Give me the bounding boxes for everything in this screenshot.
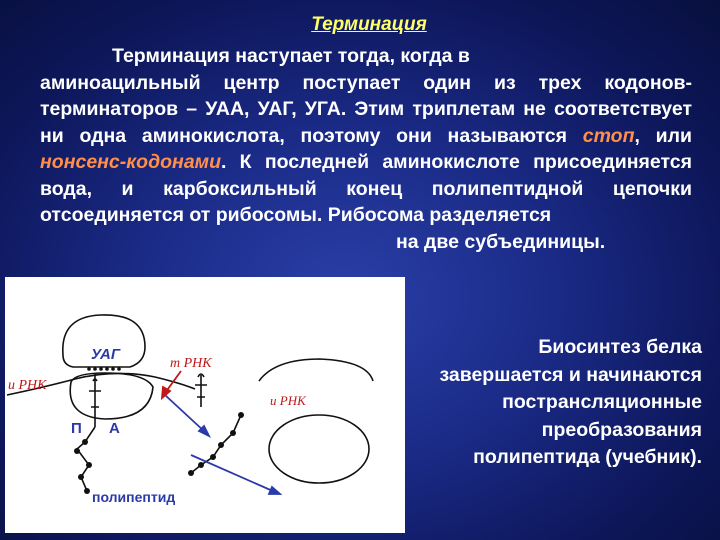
site-p-label: П: [71, 420, 82, 437]
mrna-label-left: и РНК: [8, 378, 47, 393]
paragraph-tail: . К последней аминокислоте присоединяется вода, и карбоксильный конец полипептидной цепочки отсоединяется от рибосомы. Рибосома разделяется: [40, 151, 692, 226]
nonsense-term: нонсенс-кодонами: [40, 151, 221, 173]
paragraph-first-line: Терминация наступает тогда, когда в: [112, 45, 470, 67]
site-a-label: А: [109, 420, 120, 437]
slide-title: Терминация: [311, 14, 427, 35]
paragraph-last-line: на две субъединицы.: [396, 230, 606, 253]
mrna-label-right: и РНК: [270, 393, 306, 408]
ribosome-small-subunit: [70, 373, 153, 419]
paragraph-middle: , или: [634, 124, 692, 147]
termination-paragraph: [40, 43, 692, 255]
trna-label: т РНК: [170, 356, 212, 371]
separated-small-subunit: [269, 415, 369, 483]
codon-label: УАГ: [91, 346, 121, 363]
ribosome-illustration: [5, 277, 405, 533]
free-trna: [195, 374, 207, 407]
separated-large-subunit: [259, 359, 373, 381]
paragraph-body: аминоацильный центр поступает один из трех кодонов-терминаторов – УАА, УАГ, УГА. Этим триплетам не соответствует ни одна аминокислота, поэтому они называются: [40, 71, 692, 147]
side-text: Биосинтез белка завершается и начинаются пострансляционные преобразования полипептида (учебник).: [439, 336, 702, 468]
amino-acid-dots: [74, 439, 92, 494]
red-arrow: [162, 371, 181, 398]
stop-term: стоп: [582, 124, 635, 147]
polypeptide-label: полипептид: [92, 489, 176, 505]
termination-diagram: [5, 277, 405, 533]
